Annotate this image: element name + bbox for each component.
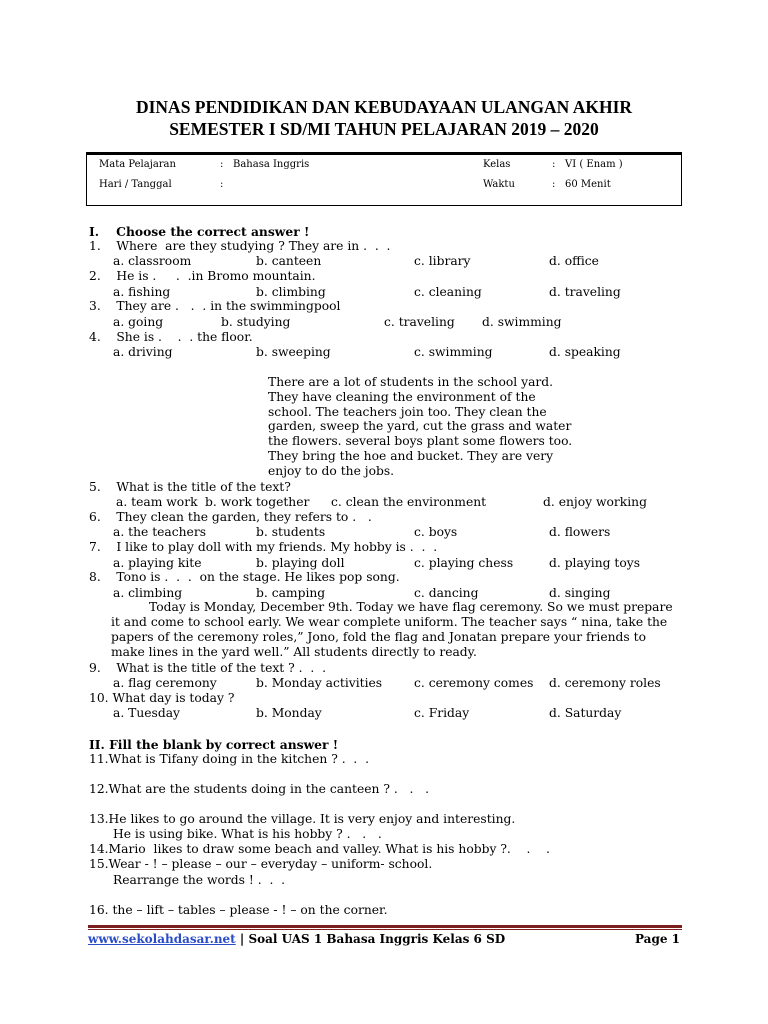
question-15: 15.Wear - ! – please – our – everyday – uniform- school. xyxy=(89,857,433,871)
class-value: VI ( Enam ) xyxy=(565,159,623,170)
question-3: 3. They are . . . in the swimmingpool xyxy=(89,299,341,313)
reading-passage-1: There are a lot of students in the school yard. They have cleaning the environment of the school. The teachers join too. They clean the garden, sweep the yard, cut the grass and water the flowers. several boys plant some flowers too. They bring the hoe and bucket. They are very enjoy to do the jobs. xyxy=(268,375,573,478)
day-separator: : xyxy=(220,179,224,190)
class-separator: : xyxy=(552,159,556,170)
q4-option-a: a. driving xyxy=(113,345,173,359)
q8-option-c: c. dancing xyxy=(414,586,479,600)
q7-option-b: b. playing doll xyxy=(256,556,345,570)
footer-rule-thick xyxy=(88,925,682,928)
question-15-instruction: Rearrange the words ! . . . xyxy=(113,873,286,887)
info-box xyxy=(86,152,682,206)
footer-rule-thin xyxy=(88,929,682,930)
q5-option-d: d. enjoy working xyxy=(543,495,647,509)
q6-option-b: b. students xyxy=(256,525,326,539)
question-13-continued: He is using bike. What is his hobby ? . . . xyxy=(113,827,382,841)
q8-option-b: b. camping xyxy=(256,586,326,600)
q9-option-b: b. Monday activities xyxy=(256,676,383,690)
q6-option-d: d. flowers xyxy=(549,525,611,539)
q10-option-d: d. Saturday xyxy=(549,706,622,720)
question-1: 1. Where are they studying ? They are in . . . xyxy=(89,239,391,253)
subject-value: Bahasa Inggris xyxy=(233,159,310,170)
q6-option-c: c. boys xyxy=(414,525,458,539)
question-4: 4. She is . . . the floor. xyxy=(89,330,253,344)
q8-option-d: d. singing xyxy=(549,586,611,600)
q1-option-d: d. office xyxy=(549,254,599,268)
footer-website-link[interactable]: www.sekolahdasar.net xyxy=(88,932,236,946)
time-label: Waktu xyxy=(483,179,515,190)
q9-option-d: d. ceremony roles xyxy=(549,676,661,690)
q2-option-c: c. cleaning xyxy=(414,285,482,299)
section1-heading: I. Choose the correct answer ! xyxy=(89,224,310,239)
question-11: 11.What is Tifany doing in the kitchen ? . . . xyxy=(89,752,370,766)
reading-passage-2: Today is Monday, December 9th. Today we have flag ceremony. So we must prepare it and come to school early. We wear complete uniform. The teacher says “ nina, take the papers of the ceremony roles,” Jono, fold the flag and Jonatan prepare your friends to make lines in the yard well.” All students directly to ready. xyxy=(111,600,673,659)
q7-option-a: a. playing kite xyxy=(113,556,202,570)
footer-left xyxy=(88,932,505,946)
q2-option-a: a. fishing xyxy=(113,285,171,299)
question-6: 6. They clean the garden, they refers to . . xyxy=(89,510,372,524)
q4-option-d: d. speaking xyxy=(549,345,621,359)
question-16: 16. the – lift – tables – please - ! – on the corner. xyxy=(89,903,388,917)
question-5: 5. What is the title of the text? xyxy=(89,480,291,494)
section2-heading: II. Fill the blank by correct answer ! xyxy=(89,737,339,752)
page-number: Page 1 xyxy=(634,932,680,946)
document-title-line2: SEMESTER I SD/MI TAHUN PELAJARAN 2019 – 2020 xyxy=(169,119,599,139)
q3-option-b: b. studying xyxy=(221,315,291,329)
q3-option-d: d. swimming xyxy=(482,315,562,329)
q2-option-b: b. climbing xyxy=(256,285,326,299)
subject-label: Mata Pelajaran xyxy=(99,159,176,170)
q10-option-b: b. Monday xyxy=(256,706,322,720)
q1-option-a: a. classroom xyxy=(113,254,192,268)
question-8: 8. Tono is . . . on the stage. He likes pop song. xyxy=(89,570,400,584)
question-14: 14.Mario likes to draw some beach and valley. What is his hobby ?. . . xyxy=(89,842,550,856)
time-value: 60 Menit xyxy=(565,179,611,190)
question-7: 7. I like to play doll with my friends. My hobby is . . . xyxy=(89,540,438,554)
q3-option-a: a. going xyxy=(113,315,164,329)
q1-option-b: b. canteen xyxy=(256,254,322,268)
q2-option-d: d. traveling xyxy=(549,285,621,299)
q8-option-a: a. climbing xyxy=(113,586,183,600)
q7-option-c: c. playing chess xyxy=(414,556,514,570)
q5-option-b: b. work together xyxy=(205,495,310,509)
question-12: 12.What are the students doing in the canteen ? . . . xyxy=(89,782,430,796)
q5-option-c: c. clean the environment xyxy=(331,495,487,509)
question-10: 10. What day is today ? xyxy=(89,691,235,705)
q6-option-a: a. the teachers xyxy=(113,525,207,539)
q4-option-b: b. sweeping xyxy=(256,345,331,359)
q1-option-c: c. library xyxy=(414,254,471,268)
q10-option-a: a. Tuesday xyxy=(113,706,181,720)
question-9: 9. What is the title of the text ? . . . xyxy=(89,661,327,675)
q7-option-d: d. playing toys xyxy=(549,556,641,570)
time-separator: : xyxy=(552,179,556,190)
question-2: 2. He is . . .in Bromo mountain. xyxy=(89,269,316,283)
question-13: 13.He likes to go around the village. It is very enjoy and interesting. xyxy=(89,812,516,826)
subject-separator: : xyxy=(220,159,224,170)
class-label: Kelas xyxy=(483,159,511,170)
q9-option-a: a. flag ceremony xyxy=(113,676,217,690)
q3-option-c: c. traveling xyxy=(384,315,455,329)
day-label: Hari / Tanggal xyxy=(99,179,172,190)
footer-title: | Soal UAS 1 Bahasa Inggris Kelas 6 SD xyxy=(235,932,506,946)
q5-option-a: a. team work xyxy=(116,495,198,509)
q4-option-c: c. swimming xyxy=(414,345,493,359)
document-title-line1: DINAS PENDIDIKAN DAN KEBUDAYAAN ULANGAN AKHIR xyxy=(135,97,633,117)
q9-option-c: c. ceremony comes xyxy=(414,676,534,690)
q10-option-c: c. Friday xyxy=(414,706,470,720)
